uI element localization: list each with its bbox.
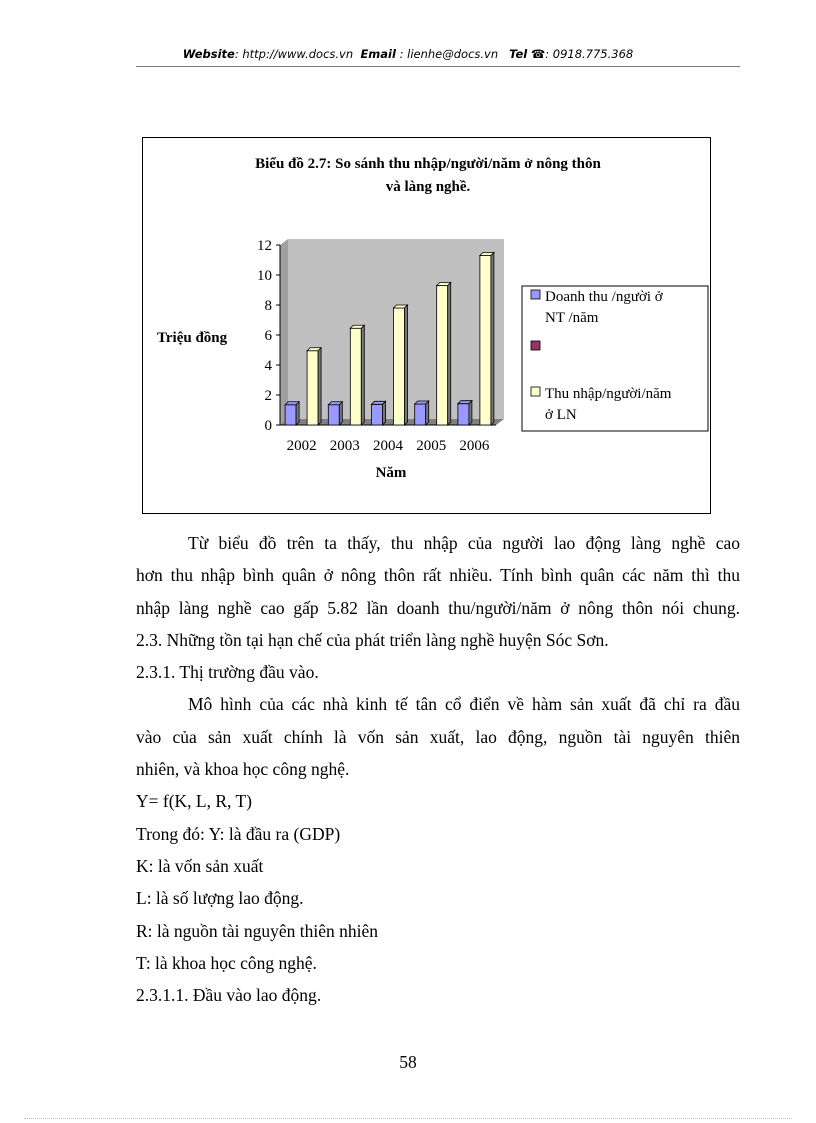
bar-side <box>296 402 299 425</box>
legend-swatch <box>531 341 540 350</box>
website-value: : http://www.docs.vn <box>234 47 354 61</box>
paragraph-1-line-1: Từ biểu đồ trên ta thấy, thu nhập của người lao động làng nghề cao <box>188 533 740 553</box>
bar <box>394 308 405 425</box>
formula: Y= f(K, L, R, T) <box>136 791 252 812</box>
legend-label-line2: ở LN <box>545 407 577 423</box>
paragraph-2-line-1: Mô hình của các nhà kinh tế tân cổ điển về hàm sản xuất đã chỉ ra đầu <box>188 694 740 715</box>
definition-k: K: là vốn sản xuất <box>136 855 264 876</box>
y-tick-label: 6 <box>264 328 272 344</box>
chart-title: Biểu đồ 2.7: So sánh thu nhập/người/năm ở nông thôn <box>255 156 601 172</box>
legend-swatch <box>531 290 540 299</box>
email-value: : lienhe@docs.vn <box>399 47 499 61</box>
chart-title-line2: và làng nghề. <box>385 179 471 195</box>
bar <box>372 404 383 425</box>
x-axis-label: Năm <box>375 465 407 481</box>
heading-2-3-1-1: 2.3.1.1. Đầu vào lao động. <box>136 985 322 1006</box>
chart-frame <box>142 137 711 514</box>
bar-side <box>426 401 429 425</box>
header-rule <box>136 66 740 67</box>
definition-r: R: là nguồn tài nguyên thiên nhiên <box>136 920 379 941</box>
y-tick-label: 12 <box>257 238 272 254</box>
bar-side <box>318 348 321 425</box>
bar <box>285 405 296 425</box>
bar-side <box>405 305 408 425</box>
paragraph-1-line-3: nhập làng nghề cao gấp 5.82 lần doanh thu/người/năm ở nông thôn nói chung. <box>136 597 740 618</box>
bar-side <box>361 325 364 425</box>
body-text <box>136 527 740 1011</box>
y-tick-label: 8 <box>264 298 272 314</box>
y-axis-label: Triệu đồng <box>157 330 228 346</box>
bar-side <box>469 401 472 425</box>
legend-label-line2: NT /năm <box>545 310 599 326</box>
x-tick-label: 2006 <box>459 438 490 454</box>
paragraph-1-line-2: hơn thu nhập bình quân ở nông thôn rất nhiều. Tính bình quân các năm thì thu <box>136 565 740 586</box>
bar <box>480 256 491 426</box>
legend-label: Thu nhập/người/năm <box>545 386 672 402</box>
heading-2-3-1: 2.3.1. Thị trường đầu vào. <box>136 662 319 683</box>
bar-side <box>339 402 342 425</box>
legend-swatch <box>531 387 540 396</box>
bar <box>307 351 318 425</box>
page-header <box>0 47 816 61</box>
bar <box>458 404 469 425</box>
website-label: Website <box>182 47 235 61</box>
bar <box>350 328 361 425</box>
definition-t: T: là khoa học công nghệ. <box>136 952 317 973</box>
bar-side <box>383 401 386 425</box>
bar <box>415 404 426 425</box>
definition-y: Trong đó: Y: là đầu ra (GDP) <box>136 823 341 844</box>
paragraph-2-line-3: nhiên, và khoa học công nghệ. <box>136 759 350 780</box>
bar <box>328 405 339 425</box>
legend-label: Doanh thu /người ở <box>545 289 663 305</box>
email-label: Email <box>360 47 396 61</box>
bar <box>437 286 448 426</box>
chart <box>143 138 710 513</box>
y-tick-label: 2 <box>264 388 272 404</box>
plot-area <box>257 238 504 454</box>
tel-value: : 0918.775.368 <box>545 47 634 61</box>
y-tick-label: 0 <box>264 418 272 434</box>
plot-side-wall <box>280 239 288 425</box>
bar-side <box>491 253 494 426</box>
chart-legend <box>522 286 708 431</box>
bar-side <box>448 283 451 426</box>
tel-label: Tel <box>509 47 528 61</box>
paragraph-2-line-2: vào của sản xuất chính là vốn sản xuất, lao động, nguồn tài nguyên thiên <box>136 726 740 747</box>
footer-rule <box>24 1118 792 1119</box>
y-tick-label: 10 <box>257 268 272 284</box>
page-number: 58 <box>399 1052 417 1072</box>
definition-l: L: là số lượng lao động. <box>136 888 304 909</box>
x-tick-label: 2004 <box>373 438 403 454</box>
y-tick-label: 4 <box>264 358 272 374</box>
phone-icon: ☎ <box>530 47 546 61</box>
x-tick-label: 2002 <box>286 438 317 454</box>
x-tick-label: 2005 <box>416 438 447 454</box>
heading-2-3: 2.3. Những tồn tại hạn chế của phát triển làng nghề huyện Sóc Sơn. <box>136 629 609 650</box>
x-tick-label: 2003 <box>329 438 360 454</box>
